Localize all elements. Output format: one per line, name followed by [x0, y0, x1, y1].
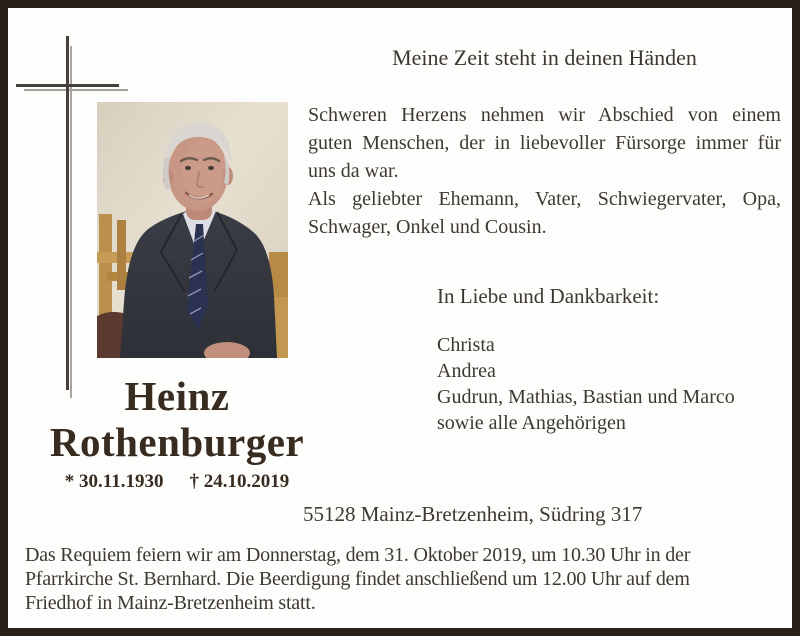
deceased-first-name: Heinz: [124, 373, 230, 419]
farewell-line: uns da war.: [308, 160, 399, 182]
relations-line: Als geliebter Ehemann, Vater, Schwiegervater, Opa,: [308, 188, 781, 210]
relations-line: Schwager, Onkel und Cousin.: [308, 216, 547, 238]
cross-vertical-shadow: [70, 46, 72, 398]
tribute-heading: In Liebe und Dankbarkeit:: [437, 284, 660, 308]
portrait-illustration: [97, 102, 288, 358]
farewell-line: guten Menschen, der in liebevoller Fürsorge immer für: [308, 132, 781, 154]
funeral-details-paragraph: [25, 543, 785, 615]
mourner-name: Gudrun, Mathias, Bastian und Marco: [437, 386, 735, 408]
mourners-list: [437, 332, 735, 436]
cross-horizontal-line: [16, 84, 119, 87]
deceased-name-block: [30, 373, 324, 493]
funeral-line: Das Requiem feiern wir am Donnerstag, dem 31. Oktober 2019, um 10.30 Uhr in der: [25, 544, 691, 566]
funeral-line: Pfarrkirche St. Bernhard. Die Beerdigung findet anschließend um 12.00 Uhr auf dem: [25, 568, 690, 590]
farewell-paragraph: [308, 101, 781, 241]
mourner-name: Andrea: [437, 360, 496, 382]
funeral-line: Friedhof in Mainz-Bretzenheim statt.: [25, 592, 316, 614]
mourner-name: sowie alle Angehörigen: [437, 412, 626, 434]
portrait-photo: [97, 102, 288, 358]
farewell-line: Schweren Herzens nehmen wir Abschied von einem: [308, 104, 781, 126]
birth-date: * 30.11.1930: [64, 471, 164, 492]
cross-horizontal-shadow: [24, 89, 128, 91]
life-dates: [30, 471, 324, 493]
cross-vertical-line: [66, 36, 69, 390]
deceased-last-name: Rothenburger: [49, 419, 305, 465]
address-line: 55128 Mainz-Bretzenheim, Südring 317: [303, 502, 643, 526]
motto-text: Meine Zeit steht in deinen Händen: [392, 45, 697, 70]
mourner-name: Christa: [437, 334, 495, 356]
death-date: † 24.10.2019: [189, 471, 290, 492]
